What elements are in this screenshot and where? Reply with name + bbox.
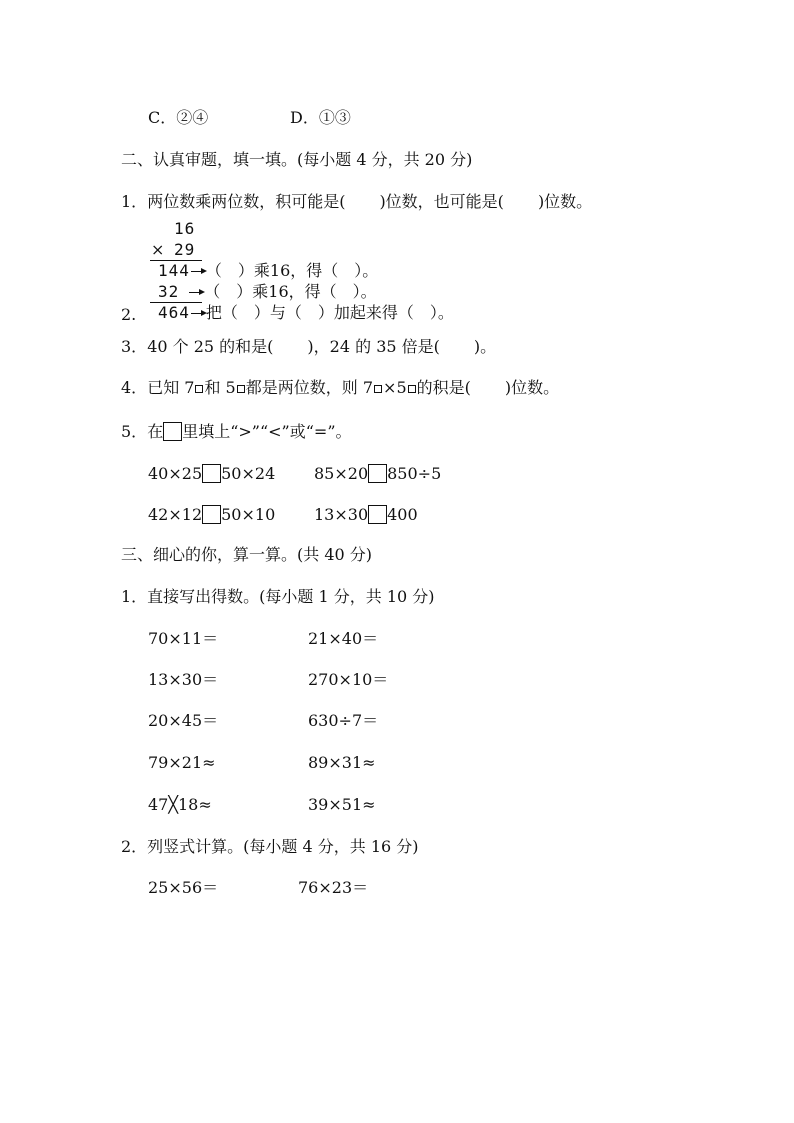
final-product: 464 [158, 303, 190, 322]
sum-row-text: 把（ ）与（ ）加起来得（ ）。 [205, 303, 454, 322]
question-2-number: 2. [121, 305, 137, 324]
calc-item[interactable]: 89×31≈ [308, 753, 376, 772]
calc-item[interactable]: 47╳18≈ [148, 795, 212, 814]
compare-answer-box[interactable] [202, 505, 221, 524]
compare-answer-box[interactable] [368, 505, 387, 524]
sum-row [158, 303, 454, 323]
question-5: 5．在 里填上“>”“<”或“=”。 [121, 422, 352, 441]
compare-item-3: 42×12 50×10 [148, 505, 276, 524]
calc-item[interactable]: 70×11＝ [148, 629, 219, 648]
calc-item[interactable]: 630÷7＝ [308, 711, 379, 730]
question-number: 3． [121, 337, 148, 356]
question-number: 5． [121, 422, 148, 441]
partial-row-2-text: （ ）乘16，得（ ）。 [204, 282, 377, 301]
arrow-right-icon [189, 292, 203, 293]
section2-heading: 二、认真审题，填一填。(每小题 4 分，共 20 分) [121, 150, 473, 169]
compare-answer-box[interactable] [202, 464, 221, 483]
calc-item[interactable]: 20×45＝ [148, 711, 219, 730]
vertical-calc-item[interactable]: 25×56＝ [148, 878, 219, 897]
digit-box [237, 385, 245, 393]
section3-heading: 三、细心的你，算一算。(共 40 分) [121, 545, 373, 564]
arrow-right-icon [191, 313, 205, 314]
partial-row-2 [158, 282, 377, 302]
choice-d: D．①③ [290, 108, 351, 127]
section3-q2-title: 2．列竖式计算。(每小题 4 分，共 16 分) [121, 837, 419, 856]
digit-box [408, 385, 416, 393]
multiplicand: 16 [174, 219, 196, 238]
choice-c: C．②④ [148, 108, 209, 127]
question-number: 4． [121, 378, 148, 397]
digit-box [195, 385, 203, 393]
partial-row-1-text: （ ）乘16，得（ ）。 [205, 261, 379, 280]
compare-item-4: 13×30 400 [314, 505, 418, 524]
compare-answer-box[interactable] [368, 464, 387, 483]
calc-item[interactable]: 39×51≈ [308, 795, 376, 814]
question-3: 3．40 个 25 的和是( )，24 的 35 倍是( )。 [121, 337, 497, 356]
calc-item[interactable]: 270×10＝ [308, 670, 389, 689]
compare-item-2: 85×20 850÷5 [314, 464, 442, 483]
multiply-sign: × [151, 240, 165, 259]
partial-product-2: 32 [158, 282, 180, 301]
calc-item[interactable]: 21×40＝ [308, 629, 379, 648]
question-number: 1． [121, 192, 148, 211]
digit-box [374, 385, 382, 393]
multiplier: 29 [174, 240, 196, 259]
section3-q1-title: 1．直接写出得数。(每小题 1 分，共 10 分) [121, 587, 435, 606]
calc-item[interactable]: 79×21≈ [148, 753, 216, 772]
compare-box-sample [163, 422, 182, 441]
question-4: 4．已知 7 和 5 都是两位数，则 7 ×5 的积是( )位数。 [121, 378, 560, 397]
partial-product-1: 144 [158, 261, 190, 280]
vertical-calc-item[interactable]: 76×23＝ [298, 878, 369, 897]
partial-row-1 [158, 261, 378, 281]
arrow-right-icon [191, 271, 205, 272]
calc-item[interactable]: 13×30＝ [148, 670, 219, 689]
question-1: 1．两位数乘两位数，积可能是( )位数，也可能是( )位数。 [121, 192, 593, 211]
compare-item-1: 40×25 50×24 [148, 464, 276, 483]
